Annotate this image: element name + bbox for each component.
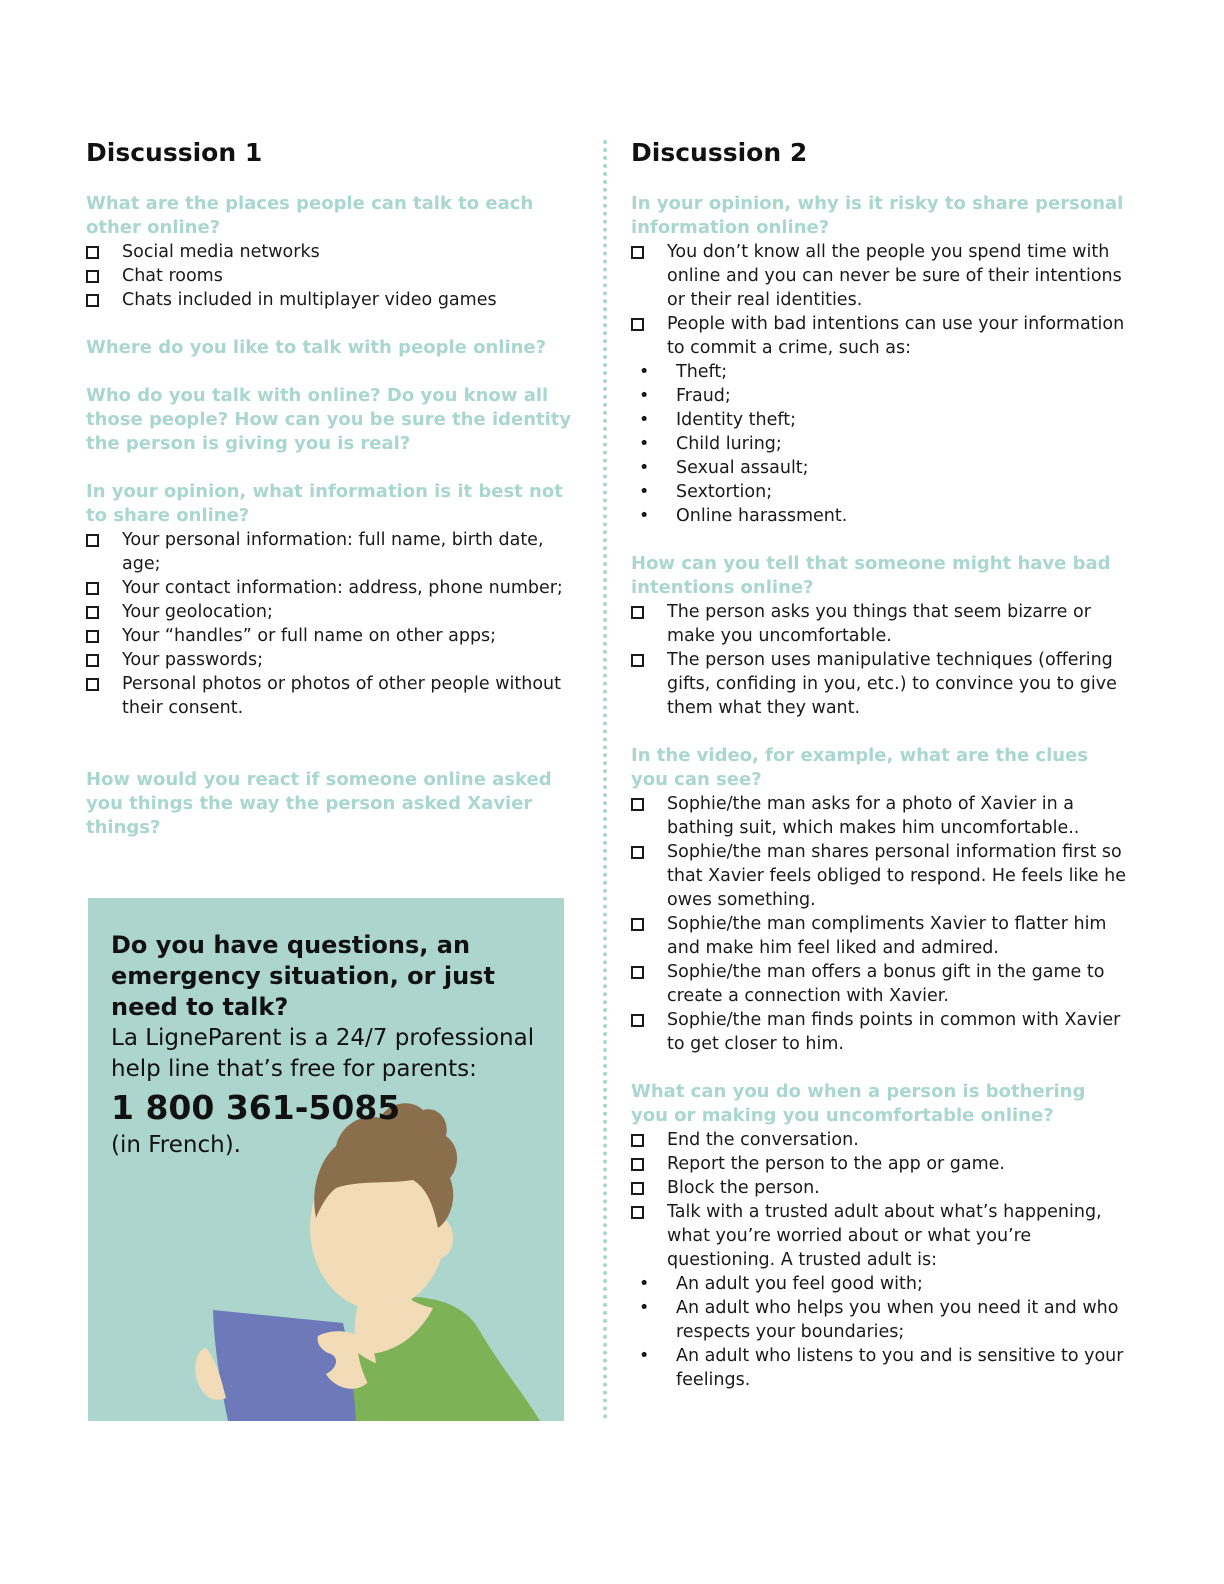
list-item: End the conversation.: [631, 1128, 1126, 1152]
list-item: Report the person to the app or game.: [631, 1152, 1126, 1176]
column-divider: [603, 140, 607, 1420]
trusted-adult-list: [631, 1272, 1126, 1392]
checkbox-square-icon: [631, 966, 644, 979]
question-4: In your opinion, what information is it best not to share online?: [86, 481, 563, 526]
question-1: What are the places people can talk to each other online?: [86, 193, 534, 238]
list-item: Chats included in multiplayer video games: [86, 288, 576, 312]
checkbox-square-icon: [631, 1134, 644, 1147]
question-4-answers: [631, 1128, 1126, 1272]
checkbox-square-icon: [86, 270, 99, 283]
checkbox-square-icon: [631, 654, 644, 667]
checkbox-square-icon: [86, 582, 99, 595]
question-1-answers: [631, 240, 1126, 360]
list-item: Chat rooms: [86, 264, 576, 288]
list-item: Personal photos or photos of other people without their consent.: [86, 672, 576, 720]
checkbox-square-icon: [86, 246, 99, 259]
list-item: Your geolocation;: [86, 600, 576, 624]
crime-list: [631, 360, 1126, 528]
question-1-answers: [86, 240, 576, 312]
list-item: • An adult who helps you when you need it and who respects your boundaries;: [631, 1296, 1126, 1344]
help-line-box: [88, 898, 564, 1421]
question-4-answers: [86, 528, 576, 720]
list-item: Social media networks: [86, 240, 576, 264]
checkbox-square-icon: [631, 1206, 644, 1219]
discussion-2-column: [631, 136, 1126, 1392]
discussion-1-column: [86, 136, 576, 840]
checkbox-square-icon: [86, 534, 99, 547]
list-item: • Sexual assault;: [631, 456, 1126, 480]
checkbox-square-icon: [631, 846, 644, 859]
list-item: • Fraud;: [631, 384, 1126, 408]
list-item: Your “handles” or full name on other apps;: [86, 624, 576, 648]
discussion-2-title: Discussion 2: [631, 138, 808, 167]
list-item: Sophie/the man compliments Xavier to flatter him and make him feel liked and admired.: [631, 912, 1126, 960]
checkbox-square-icon: [86, 606, 99, 619]
list-item: Sophie/the man asks for a photo of Xavier in a bathing suit, which makes him uncomfortable..: [631, 792, 1126, 840]
list-item: People with bad intentions can use your information to commit a crime, such as:: [631, 312, 1126, 360]
checkbox-square-icon: [631, 606, 644, 619]
list-item: • Child luring;: [631, 432, 1126, 456]
question-4: What can you do when a person is bothering you or making you uncomfortable online?: [631, 1081, 1086, 1126]
checkbox-square-icon: [86, 294, 99, 307]
question-2: How can you tell that someone might have bad intentions online?: [631, 553, 1111, 598]
list-item: • Identity theft;: [631, 408, 1126, 432]
discussion-1-title: Discussion 1: [86, 138, 263, 167]
question-3-answers: [631, 792, 1126, 1056]
list-item: • An adult who listens to you and is sensitive to your feelings.: [631, 1344, 1126, 1392]
checkbox-square-icon: [86, 630, 99, 643]
help-language-note: (in French).: [111, 1132, 241, 1158]
list-item: • An adult you feel good with;: [631, 1272, 1126, 1296]
list-item: The person asks you things that seem bizarre or make you uncomfortable.: [631, 600, 1126, 648]
list-item: • Theft;: [631, 360, 1126, 384]
checkbox-square-icon: [631, 918, 644, 931]
help-phone-number: 1 800 361-5085: [111, 1088, 401, 1127]
list-item: You don’t know all the people you spend time with online and you can never be sure of their intentions or their real identities.: [631, 240, 1126, 312]
question-2-answers: [631, 600, 1126, 720]
checkbox-square-icon: [631, 798, 644, 811]
question-2: Where do you like to talk with people online?: [86, 337, 547, 358]
checkbox-square-icon: [86, 678, 99, 691]
list-item: Sophie/the man shares personal information first so that Xavier feels obliged to respond. He feels like he owes something.: [631, 840, 1126, 912]
list-item: Block the person.: [631, 1176, 1126, 1200]
list-item: The person uses manipulative techniques (offering gifts, confiding in you, etc.) to convince you to give them what they want.: [631, 648, 1126, 720]
checkbox-square-icon: [631, 1014, 644, 1027]
checkbox-square-icon: [631, 1182, 644, 1195]
list-item: Your personal information: full name, birth date, age;: [86, 528, 576, 576]
question-5: How would you react if someone online asked you things the way the person asked Xavier things?: [86, 769, 552, 838]
checkbox-square-icon: [631, 318, 644, 331]
list-item: • Sextortion;: [631, 480, 1126, 504]
list-item: Sophie/the man offers a bonus gift in the game to create a connection with Xavier.: [631, 960, 1126, 1008]
list-item: Talk with a trusted adult about what’s happening, what you’re worried about or what you’re questioning. A trusted adult is:: [631, 1200, 1126, 1272]
help-box-title: Do you have questions, an emergency situation, or just need to talk?: [111, 931, 495, 1021]
checkbox-square-icon: [86, 654, 99, 667]
list-item: Sophie/the man finds points in common with Xavier to get closer to him.: [631, 1008, 1126, 1056]
list-item: • Online harassment.: [631, 504, 1126, 528]
question-3: Who do you talk with online? Do you know all those people? How can you be sure the identity the person is giving you is real?: [86, 385, 572, 454]
checkbox-square-icon: [631, 1158, 644, 1171]
question-3: In the video, for example, what are the clues you can see?: [631, 745, 1088, 790]
question-1: In your opinion, why is it risky to share personal information online?: [631, 193, 1124, 238]
help-box-text: La LigneParent is a 24/7 professional help line that’s free for parents:: [111, 1025, 535, 1082]
list-item: Your contact information: address, phone number;: [86, 576, 576, 600]
checkbox-square-icon: [631, 246, 644, 259]
list-item: Your passwords;: [86, 648, 576, 672]
